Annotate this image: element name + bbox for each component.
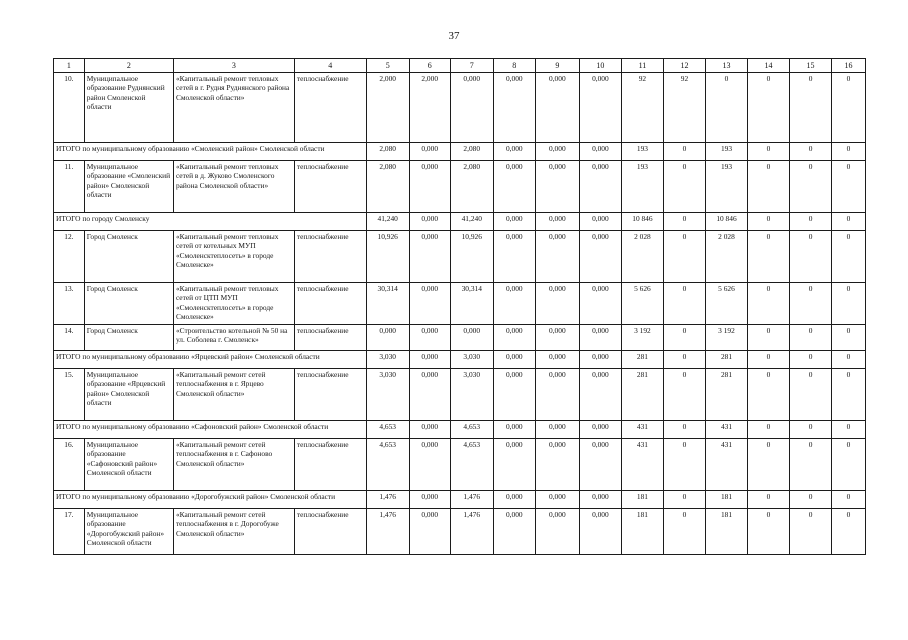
value-cell: 30,314 [450,283,493,325]
event-name-cell: «Капитальный ремонт тепловых сетей от ЦТП МУП «Смоленсктеплосеть» в городе Смоленске» [173,283,294,325]
value-cell: 181 [705,509,747,555]
value-cell: 0 [748,213,790,231]
value-cell: 0 [832,369,866,421]
supply-type-cell: теплоснабжение [294,509,366,555]
column-number-cell: 5 [366,59,409,73]
municipality-cell: Муниципальное образование «Сафоновский район» Смоленской области [84,439,173,491]
value-cell: 0,000 [535,509,579,555]
value-cell: 0,000 [579,439,621,491]
column-number-cell: 2 [84,59,173,73]
total-label-cell: ИТОГО по муниципальному образованию «Смоленский район» Смоленской области [54,143,367,161]
value-cell: 0 [832,161,866,213]
supply-type-cell: теплоснабжение [294,439,366,491]
value-cell: 4,653 [450,421,493,439]
value-cell: 30,314 [366,283,409,325]
value-cell: 0 [663,491,705,509]
value-cell: 0,000 [535,283,579,325]
event-name-cell: «Капитальный ремонт тепловых сетей в г. Рудня Руднянского района Смоленской области» [173,73,294,143]
value-cell: 0,000 [493,509,535,555]
value-cell: 0 [832,283,866,325]
value-cell: 0 [832,231,866,283]
value-cell: 193 [621,143,663,161]
value-cell: 0,000 [409,439,450,491]
value-cell: 0 [663,351,705,369]
value-cell: 2,080 [450,161,493,213]
column-number-cell: 10 [579,59,621,73]
value-cell: 0,000 [493,231,535,283]
column-number-row [54,59,866,73]
supply-type-cell: теплоснабжение [294,161,366,213]
column-number-cell: 8 [493,59,535,73]
event-name-cell: «Капитальный ремонт тепловых сетей от котельных МУП «Смоленсктеплосеть» в городе Смоленске» [173,231,294,283]
value-cell: 0,000 [535,231,579,283]
value-cell: 0 [748,351,790,369]
value-cell: 0,000 [579,283,621,325]
table-row [54,283,866,325]
value-cell: 0,000 [366,325,409,351]
value-cell: 0,000 [535,439,579,491]
value-cell: 2,000 [409,73,450,143]
value-cell: 0,000 [493,73,535,143]
value-cell: 0,000 [493,283,535,325]
value-cell: 0 [663,325,705,351]
row-number-cell: 12. [54,231,85,283]
value-cell: 2 028 [621,231,663,283]
value-cell: 0 [832,325,866,351]
value-cell: 0 [790,439,832,491]
value-cell: 0 [790,491,832,509]
value-cell: 0 [748,439,790,491]
value-cell: 0 [663,231,705,283]
event-name-cell: «Капитальный ремонт сетей теплоснабжения в г. Ярцево Смоленской области» [173,369,294,421]
value-cell: 0,000 [409,283,450,325]
municipality-cell: Город Смоленск [84,325,173,351]
value-cell: 0 [832,213,866,231]
value-cell: 0 [748,143,790,161]
value-cell: 0 [832,439,866,491]
value-cell: 2,080 [366,161,409,213]
value-cell: 0,000 [579,325,621,351]
value-cell: 0,000 [493,325,535,351]
value-cell: 3 192 [621,325,663,351]
value-cell: 0,000 [409,161,450,213]
value-cell: 0 [748,421,790,439]
value-cell: 0,000 [579,161,621,213]
value-cell: 0 [790,213,832,231]
municipality-cell: Город Смоленск [84,283,173,325]
total-row [54,491,866,509]
value-cell: 0 [832,491,866,509]
value-cell: 281 [621,369,663,421]
column-number-cell: 9 [535,59,579,73]
value-cell: 0,000 [409,231,450,283]
value-cell: 0,000 [579,231,621,283]
supply-type-cell: теплоснабжение [294,231,366,283]
value-cell: 0,000 [493,421,535,439]
total-row [54,421,866,439]
column-number-cell: 3 [173,59,294,73]
value-cell: 5 626 [705,283,747,325]
value-cell: 0,000 [535,369,579,421]
value-cell: 0 [790,161,832,213]
value-cell: 0,000 [409,421,450,439]
value-cell: 0,000 [493,143,535,161]
row-number-cell: 10. [54,73,85,143]
value-cell: 0,000 [493,439,535,491]
total-label-cell: ИТОГО по городу Смоленску [54,213,367,231]
value-cell: 2,080 [450,143,493,161]
value-cell: 0 [790,509,832,555]
value-cell: 431 [621,439,663,491]
table-row [54,439,866,491]
value-cell: 2,080 [366,143,409,161]
value-cell: 0 [748,509,790,555]
investment-program-table [53,58,866,555]
value-cell: 0,000 [409,491,450,509]
event-name-cell: «Капитальный ремонт сетей теплоснабжения в г. Сафоново Смоленской области» [173,439,294,491]
column-number-cell: 15 [790,59,832,73]
value-cell: 41,240 [366,213,409,231]
value-cell: 193 [705,143,747,161]
value-cell: 0 [663,213,705,231]
value-cell: 10,926 [450,231,493,283]
municipality-cell: Город Смоленск [84,231,173,283]
value-cell: 193 [705,161,747,213]
value-cell: 0 [748,231,790,283]
value-cell: 10 846 [621,213,663,231]
value-cell: 0,000 [450,73,493,143]
value-cell: 1,476 [450,491,493,509]
value-cell: 3,030 [366,351,409,369]
event-name-cell: «Капитальный ремонт сетей теплоснабжения в г. Дорогобуже Смоленской области» [173,509,294,555]
value-cell: 0,000 [535,213,579,231]
total-label-cell: ИТОГО по муниципальному образованию «Сафоновский район» Смоленской области [54,421,367,439]
value-cell: 0,000 [535,325,579,351]
value-cell: 0 [663,439,705,491]
value-cell: 4,653 [450,439,493,491]
value-cell: 0,000 [409,369,450,421]
municipality-cell: Муниципальное образование «Смоленский район» Смоленской области [84,161,173,213]
value-cell: 0 [705,73,747,143]
value-cell: 0 [748,325,790,351]
table-row [54,369,866,421]
value-cell: 0,000 [409,325,450,351]
value-cell: 181 [705,491,747,509]
value-cell: 1,476 [450,509,493,555]
value-cell: 0 [832,143,866,161]
event-name-cell: «Строительство котельной № 50 на ул. Соболева г. Смоленск» [173,325,294,351]
value-cell: 0,000 [535,351,579,369]
value-cell: 0 [663,143,705,161]
value-cell: 41,240 [450,213,493,231]
value-cell: 0,000 [579,421,621,439]
value-cell: 3 192 [705,325,747,351]
column-number-cell: 13 [705,59,747,73]
value-cell: 0,000 [535,491,579,509]
value-cell: 0,000 [450,325,493,351]
value-cell: 0,000 [493,369,535,421]
value-cell: 281 [705,351,747,369]
value-cell: 3,030 [366,369,409,421]
column-number-cell: 12 [663,59,705,73]
value-cell: 181 [621,509,663,555]
value-cell: 0 [748,73,790,143]
column-number-cell: 16 [832,59,866,73]
column-number-cell: 4 [294,59,366,73]
value-cell: 0,000 [579,369,621,421]
value-cell: 0,000 [493,351,535,369]
row-number-cell: 14. [54,325,85,351]
value-cell: 0 [790,325,832,351]
value-cell: 0 [748,491,790,509]
value-cell: 0,000 [535,73,579,143]
value-cell: 193 [621,161,663,213]
event-name-cell: «Капитальный ремонт тепловых сетей в д. Жуково Смоленского района Смоленской области» [173,161,294,213]
value-cell: 0,000 [535,161,579,213]
value-cell: 281 [621,351,663,369]
column-number-cell: 11 [621,59,663,73]
value-cell: 0 [790,421,832,439]
value-cell: 0 [663,283,705,325]
value-cell: 0 [790,231,832,283]
table-row [54,231,866,283]
value-cell: 0 [832,509,866,555]
value-cell: 181 [621,491,663,509]
value-cell: 92 [621,73,663,143]
table-row [54,73,866,143]
value-cell: 0 [663,369,705,421]
value-cell: 5 626 [621,283,663,325]
column-number-cell: 6 [409,59,450,73]
value-cell: 0,000 [409,509,450,555]
supply-type-cell: теплоснабжение [294,73,366,143]
total-row [54,143,866,161]
row-number-cell: 11. [54,161,85,213]
value-cell: 0 [790,369,832,421]
value-cell: 0,000 [535,143,579,161]
value-cell: 0,000 [579,509,621,555]
row-number-cell: 17. [54,509,85,555]
municipality-cell: Муниципальное образование «Ярцевский район» Смоленской области [84,369,173,421]
value-cell: 0 [832,421,866,439]
value-cell: 0 [790,143,832,161]
value-cell: 0,000 [579,351,621,369]
table-row [54,509,866,555]
column-number-cell: 1 [54,59,85,73]
value-cell: 0 [832,351,866,369]
value-cell: 0,000 [409,143,450,161]
value-cell: 3,030 [450,351,493,369]
total-row [54,351,866,369]
total-label-cell: ИТОГО по муниципальному образованию «Ярцевский район» Смоленской области [54,351,367,369]
value-cell: 1,476 [366,509,409,555]
value-cell: 431 [705,439,747,491]
municipality-cell: Муниципальное образование Руднянский район Смоленской области [84,73,173,143]
value-cell: 0 [832,73,866,143]
row-number-cell: 15. [54,369,85,421]
supply-type-cell: теплоснабжение [294,283,366,325]
total-row [54,213,866,231]
total-label-cell: ИТОГО по муниципальному образованию «Дорогобужский район» Смоленской области [54,491,367,509]
value-cell: 0,000 [535,421,579,439]
value-cell: 1,476 [366,491,409,509]
row-number-cell: 16. [54,439,85,491]
value-cell: 0 [663,509,705,555]
value-cell: 0,000 [409,351,450,369]
value-cell: 0 [790,283,832,325]
column-number-cell: 7 [450,59,493,73]
page-number: 37 [448,30,460,42]
value-cell: 0 [748,283,790,325]
value-cell: 0,000 [493,213,535,231]
supply-type-cell: теплоснабжение [294,325,366,351]
row-number-cell: 13. [54,283,85,325]
value-cell: 10 846 [705,213,747,231]
value-cell: 0 [790,73,832,143]
value-cell: 0 [748,161,790,213]
value-cell: 0,000 [579,143,621,161]
table-row [54,161,866,213]
value-cell: 281 [705,369,747,421]
value-cell: 0,000 [579,213,621,231]
value-cell: 4,653 [366,421,409,439]
value-cell: 0 [790,351,832,369]
column-number-cell: 14 [748,59,790,73]
value-cell: 0,000 [409,213,450,231]
value-cell: 0 [748,369,790,421]
value-cell: 4,653 [366,439,409,491]
value-cell: 0,000 [579,73,621,143]
value-cell: 3,030 [450,369,493,421]
value-cell: 10,926 [366,231,409,283]
value-cell: 0,000 [579,491,621,509]
value-cell: 2 028 [705,231,747,283]
table-row [54,325,866,351]
value-cell: 431 [621,421,663,439]
value-cell: 0 [663,161,705,213]
value-cell: 0,000 [493,491,535,509]
value-cell: 2,000 [366,73,409,143]
value-cell: 0,000 [493,161,535,213]
value-cell: 431 [705,421,747,439]
value-cell: 0 [663,421,705,439]
municipality-cell: Муниципальное образование «Дорогобужский район» Смоленской области [84,509,173,555]
supply-type-cell: теплоснабжение [294,369,366,421]
value-cell: 92 [663,73,705,143]
